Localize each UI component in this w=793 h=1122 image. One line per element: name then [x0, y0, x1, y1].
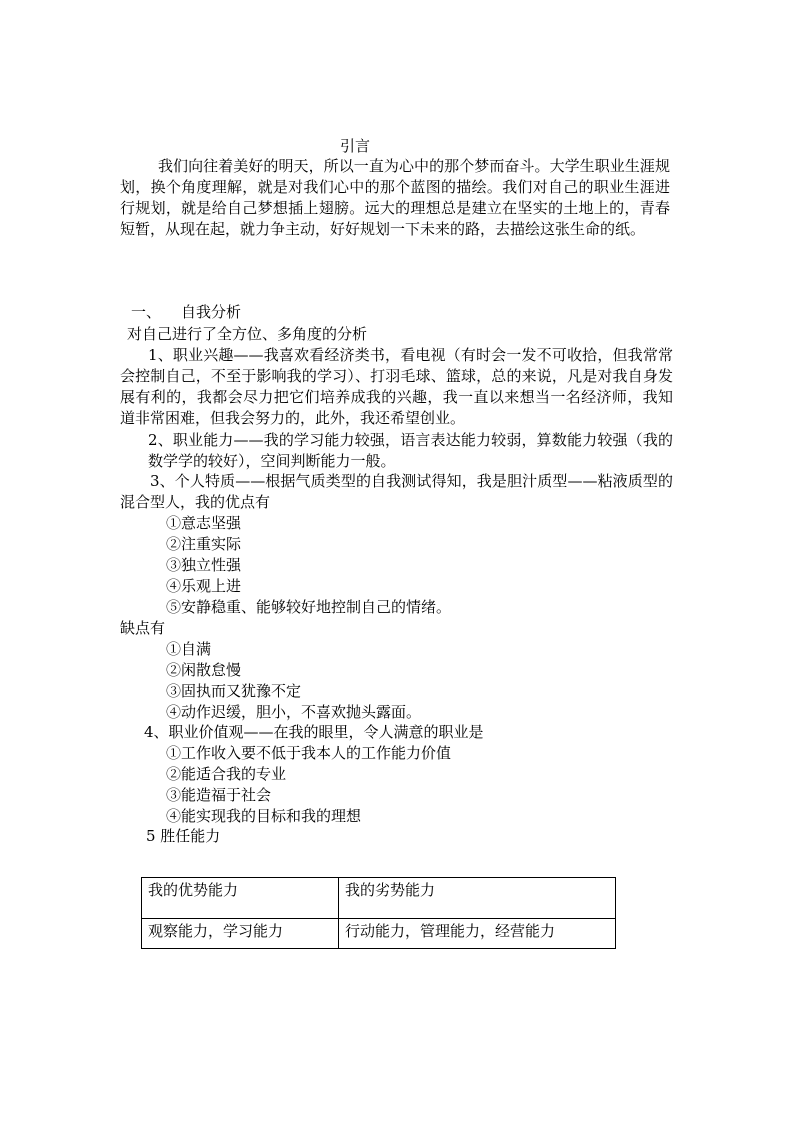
item-interest: 1、职业兴趣——我喜欢看经济类书，看电视（有时会一发不可收拾，但我常常会控制自己，不至于影响我的学习）、打羽毛球、篮球，总的来说，凡是对我自身发展有利的，我都会尽力把它们培养成我的兴趣，我一直以来想当一名经济师，我知道非常困难，但我会努力的，此外，我还希望创业。	[120, 346, 673, 427]
strength-item: ④乐观上进	[166, 577, 242, 595]
value-item: ④能实现我的目标和我的理想	[166, 807, 362, 825]
value-item: ③能造福于社会	[166, 786, 272, 804]
strength-item: ③独立性强	[166, 556, 242, 574]
item-competence: 5 胜任能力	[146, 827, 221, 845]
table-header-cell: 我的优势能力	[142, 878, 339, 919]
strength-item: ⑤安静稳重、能够较好地控制自己的情绪。	[166, 598, 452, 616]
strength-item: ①意志坚强	[166, 514, 242, 532]
strength-item: ②注重实际	[166, 535, 242, 553]
section-heading: 自我分析	[181, 303, 242, 321]
document-title: 引言	[340, 137, 371, 155]
value-item: ①工作收入要不低于我本人的工作能力价值	[166, 744, 452, 762]
weakness-item: ④动作迟缓，胆小，不喜欢抛头露面。	[166, 703, 422, 721]
section-subtitle: 对自己进行了全方位、多角度的分析	[127, 325, 368, 343]
table-row	[142, 878, 616, 919]
table-row	[142, 919, 616, 949]
section-number: 一、	[131, 303, 162, 321]
weakness-label: 缺点有	[120, 619, 166, 637]
table-header-cell: 我的劣势能力	[339, 878, 616, 919]
item-values: 4、职业价值观——在我的眼里，令人满意的职业是	[144, 723, 484, 741]
item-personality: 3、个人特质——根据气质类型的自我测试得知，我是胆汁质型——粘液质型的混合型人，我的优点有	[120, 472, 673, 511]
weakness-item: ①自满	[166, 640, 212, 658]
weakness-item: ②闲散怠慢	[166, 661, 242, 679]
table-cell: 观察能力，学习能力	[142, 919, 339, 949]
intro-paragraph: 我们向往着美好的明天，所以一直为心中的那个梦而奋斗。大学生职业生涯规划，换个角度理解，就是对我们心中的那个蓝图的描绘。我们对自己的职业生涯进行规划，就是给自己梦想插上翅膀。远大的理想总是建立在坚实的土地上的，青春短暂，从现在起，就力争主动，好好规划一下未来的路，去描绘这张生命的纸。	[120, 157, 670, 238]
item-ability: 2、职业能力——我的学习能力较强，语言表达能力较弱，算数能力较强（我的数学学的较好），空间判断能力一般。	[148, 431, 673, 470]
table-cell: 行动能力，管理能力，经营能力	[339, 919, 616, 949]
value-item: ②能适合我的专业	[166, 765, 287, 783]
weakness-item: ③固执而又犹豫不定	[166, 682, 302, 700]
competence-table	[141, 877, 616, 949]
